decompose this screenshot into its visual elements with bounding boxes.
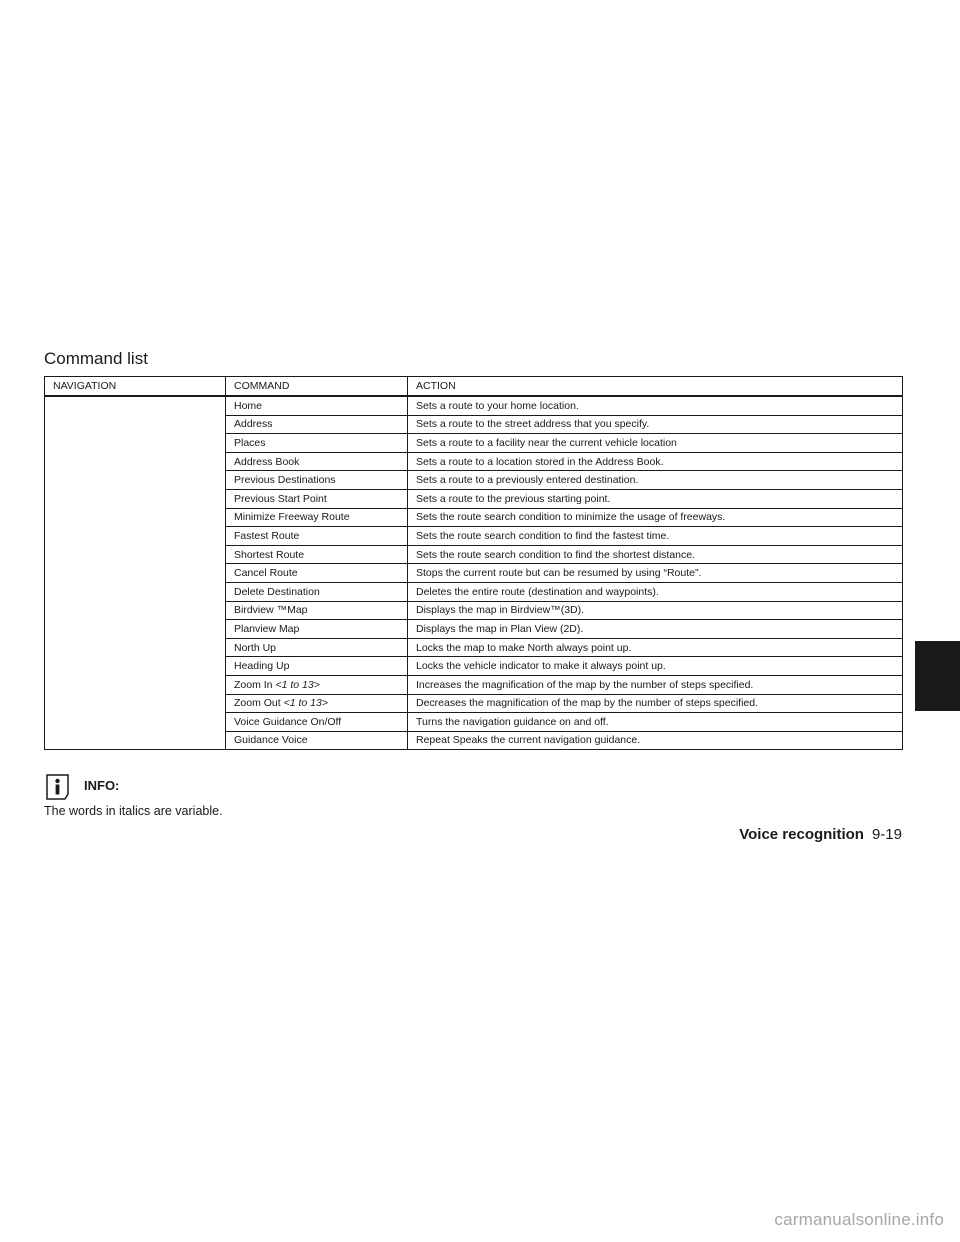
command-cell: Previous Destinations [226, 471, 408, 490]
command-cell: Fastest Route [226, 527, 408, 546]
command-cell [226, 694, 408, 713]
command-cell: Voice Guidance On/Off [226, 713, 408, 732]
command-cell: Delete Destination [226, 582, 408, 601]
action-cell: Sets a route to a facility near the current vehicle location [408, 434, 903, 453]
action-cell: Sets the route search condition to find the fastest time. [408, 527, 903, 546]
action-cell: Turns the navigation guidance on and off. [408, 713, 903, 732]
command-cell: Minimize Freeway Route [226, 508, 408, 527]
action-cell: Repeat Speaks the current navigation guidance. [408, 731, 903, 750]
action-cell: Locks the vehicle indicator to make it always point up. [408, 657, 903, 676]
page-footer [739, 826, 902, 843]
command-cell: Places [226, 434, 408, 453]
action-cell: Sets a route to the previous starting point. [408, 489, 903, 508]
action-cell: Stops the current route but can be resumed by using “Route”. [408, 564, 903, 583]
action-cell: Sets a route to a previously entered destination. [408, 471, 903, 490]
header-command: COMMAND [226, 377, 408, 397]
command-table [44, 376, 903, 750]
table-header-row [45, 377, 903, 397]
command-cell: Previous Start Point [226, 489, 408, 508]
info-icon [44, 774, 71, 801]
info-label: INFO: [84, 778, 120, 793]
navigation-cell [45, 396, 226, 750]
action-cell: Sets a route to a location stored in the Address Book. [408, 452, 903, 471]
command-cell: Address [226, 415, 408, 434]
action-cell: Displays the map in Plan View (2D). [408, 620, 903, 639]
command-cell: Address Book [226, 452, 408, 471]
action-cell: Displays the map in Birdview™(3D). [408, 601, 903, 620]
section-title: Command list [44, 349, 148, 368]
action-cell: Increases the magnification of the map by the number of steps specified. [408, 675, 903, 694]
header-navigation: NAVIGATION [45, 377, 226, 397]
command-variable: <1 to 13> [283, 697, 328, 710]
command-cell: Cancel Route [226, 564, 408, 583]
action-cell: Deletes the entire route (destination and waypoints). [408, 582, 903, 601]
command-cell: Home [226, 396, 408, 415]
command-cell: Shortest Route [226, 545, 408, 564]
header-action: ACTION [408, 377, 903, 397]
command-variable: <1 to 13> [275, 678, 320, 691]
table-row [45, 396, 903, 415]
info-text: The words in italics are variable. [44, 804, 223, 818]
chapter-tab [915, 641, 960, 711]
command-cell: Heading Up [226, 657, 408, 676]
action-cell: Sets a route to the street address that you specify. [408, 415, 903, 434]
command-text: Zoom Out [234, 697, 284, 710]
command-cell [226, 675, 408, 694]
action-cell: Sets a route to your home location. [408, 396, 903, 415]
command-cell: North Up [226, 638, 408, 657]
command-cell: Guidance Voice [226, 731, 408, 750]
command-cell: Planview Map [226, 620, 408, 639]
watermark: carmanualsonline.info [774, 1210, 944, 1229]
chapter-title: Voice recognition [739, 826, 864, 843]
command-cell: Birdview ™Map [226, 601, 408, 620]
action-cell: Decreases the magnification of the map by the number of steps specified. [408, 694, 903, 713]
action-cell: Sets the route search condition to minimize the usage of freeways. [408, 508, 903, 527]
action-cell: Locks the map to make North always point up. [408, 638, 903, 657]
page-number: 9-19 [871, 826, 902, 843]
action-cell: Sets the route search condition to find the shortest distance. [408, 545, 903, 564]
command-text: Zoom In [234, 678, 276, 691]
